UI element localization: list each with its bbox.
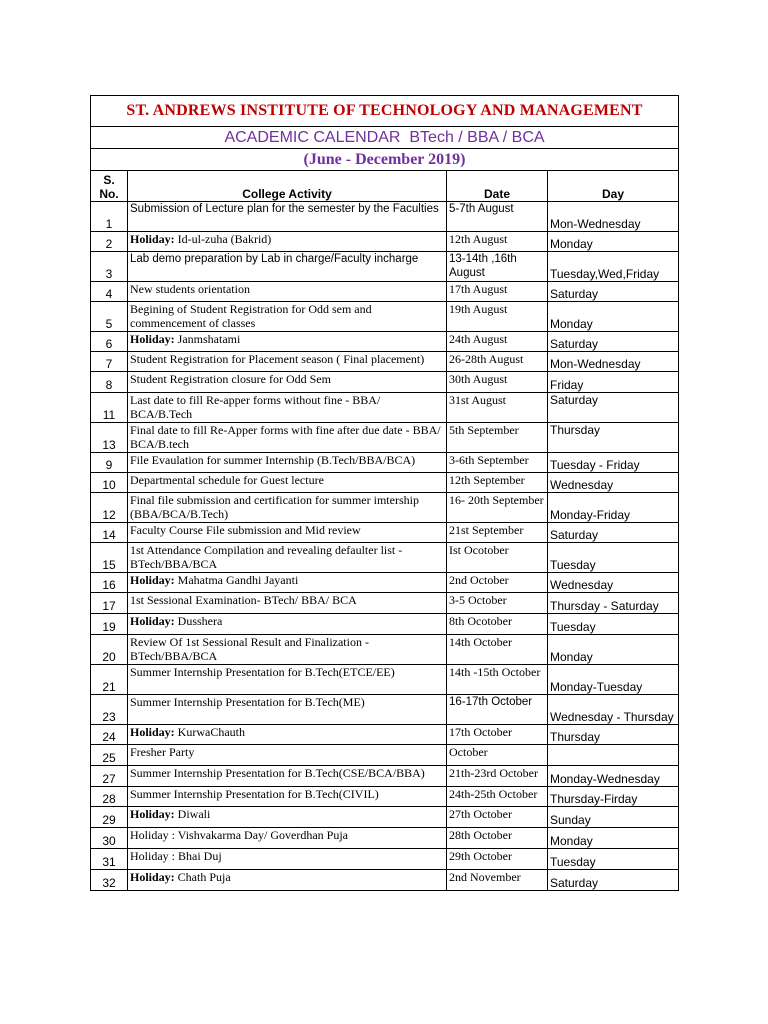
activity-text: Dusshera [174,614,223,628]
row-day: Thursday [548,423,679,453]
row-sno: 4 [91,282,128,302]
row-date: 3-6th September [447,453,548,473]
row-activity [128,870,447,891]
table-row [91,635,679,665]
row-sno: 20 [91,635,128,665]
row-sno: 11 [91,393,128,423]
row-date: 21th-23rd October [447,766,548,787]
row-date: 16-17th October [447,695,548,725]
row-day: Saturday [548,332,679,352]
row-sno: 27 [91,766,128,787]
table-row [91,523,679,543]
activity-text: Diwali [174,807,211,821]
table-row [91,372,679,393]
row-activity [128,635,447,665]
row-activity [128,614,447,635]
activity-text: KurwaChauth [174,725,245,739]
row-date: 5-7th August [447,202,548,232]
row-sno: 10 [91,473,128,493]
activity-text: Lab demo preparation by Lab in charge/Faculty incharge [130,253,419,265]
row-activity [128,665,447,695]
row-sno: 1 [91,202,128,232]
row-sno: 25 [91,745,128,766]
row-day: Tuesday [548,614,679,635]
row-activity [128,695,447,725]
row-activity [128,302,447,332]
row-date: 26-28th August [447,352,548,372]
row-activity [128,807,447,828]
row-sno: 5 [91,302,128,332]
row-day: Sunday [548,807,679,828]
activity-header: College Activity [128,171,447,202]
row-day: Monday-Wednesday [548,766,679,787]
row-date: 14th -15th October [447,665,548,695]
row-date: 12th September [447,473,548,493]
row-date: 13-14th ,16th August [447,252,548,282]
row-day: Saturday [548,282,679,302]
table-row [91,332,679,352]
sno-header-line1: S. [103,173,115,187]
row-date: 29th October [447,849,548,870]
row-day: Tuesday,Wed,Friday [548,252,679,282]
date-header: Date [447,171,548,202]
row-activity [128,202,447,232]
row-sno: 23 [91,695,128,725]
row-day: Monday [548,302,679,332]
row-sno: 30 [91,828,128,849]
row-activity [128,849,447,870]
row-sno: 12 [91,493,128,523]
activity-text: Chath Puja [174,870,231,884]
row-activity [128,352,447,372]
row-day: Saturday [548,393,679,423]
row-sno: 3 [91,252,128,282]
row-activity [128,593,447,614]
row-day: Wednesday [548,573,679,593]
table-row [91,282,679,302]
row-activity [128,787,447,807]
table-row [91,745,679,766]
table-row [91,423,679,453]
activity-text: New students orientation [130,282,250,296]
row-date: 2nd November [447,870,548,891]
sno-header [91,171,128,202]
activity-text: Summer Internship Presentation for B.Tech(CIVIL) [130,787,379,801]
row-sno: 31 [91,849,128,870]
holiday-label: Holiday: [130,332,175,346]
row-activity [128,453,447,473]
row-date: 5th September [447,423,548,453]
row-sno: 6 [91,332,128,352]
row-sno: 21 [91,665,128,695]
row-date: 19th August [447,302,548,332]
table-row [91,252,679,282]
row-date: 24th-25th October [447,787,548,807]
row-sno: 7 [91,352,128,372]
calendar-title-row [91,127,679,149]
column-header-row [91,171,679,202]
row-sno: 32 [91,870,128,891]
row-activity [128,725,447,745]
row-day: Thursday - Saturday [548,593,679,614]
row-date: 2nd October [447,573,548,593]
row-activity [128,523,447,543]
row-activity [128,473,447,493]
institute-title: ST. ANDREWS INSTITUTE OF TECHNOLOGY AND MANAGEMENT [91,96,679,127]
activity-text: Holiday : Bhai Duj [130,849,222,863]
row-sno: 28 [91,787,128,807]
row-day: Thursday [548,725,679,745]
activity-text: Id-ul-zuha (Bakrid) [174,232,272,246]
holiday-label: Holiday: [130,614,175,628]
row-date: 17th October [447,725,548,745]
row-day: Monday-Tuesday [548,665,679,695]
row-day: Thursday-Firday [548,787,679,807]
table-row [91,453,679,473]
row-sno: 14 [91,523,128,543]
table-row [91,614,679,635]
activity-text: Mahatma Gandhi Jayanti [174,573,299,587]
row-sno: 9 [91,453,128,473]
holiday-label: Holiday: [130,725,175,739]
row-activity [128,423,447,453]
row-day: Monday-Friday [548,493,679,523]
row-date: 21st September [447,523,548,543]
activity-text: Student Registration closure for Odd Sem [130,372,331,386]
row-activity [128,493,447,523]
activity-text: Summer Internship Presentation for B.Tech(ETCE/EE) [130,665,395,679]
row-date: 12th August [447,232,548,252]
row-day: Mon-Wednesday [548,352,679,372]
table-row [91,695,679,725]
activity-text: Student Registration for Placement season ( Final placement) [130,352,425,366]
row-sno: 17 [91,593,128,614]
table-row [91,473,679,493]
activity-text: Holiday : Vishvakarma Day/ Goverdhan Puja [130,828,349,842]
table-row [91,352,679,372]
row-activity [128,573,447,593]
row-date: 16- 20th September [447,493,548,523]
date-range-row [91,149,679,171]
row-date: 30th August [447,372,548,393]
activity-text: Fresher Party [130,745,195,759]
table-row [91,807,679,828]
row-sno: 24 [91,725,128,745]
table-row [91,870,679,891]
activity-text: Final file submission and certification for summer imtership (BBA/BCA/B.Tech) [130,493,419,521]
row-day: Tuesday [548,543,679,573]
row-day: Saturday [548,870,679,891]
row-activity [128,252,447,282]
row-day: Friday [548,372,679,393]
row-date: 27th October [447,807,548,828]
table-row [91,828,679,849]
date-range: (June - December 2019) [91,149,679,171]
row-sno: 15 [91,543,128,573]
table-row [91,665,679,695]
activity-text: Begining of Student Registration for Odd sem and commencement of classes [130,302,372,330]
activity-text: Review Of 1st Sessional Result and Finalization - BTech/BBA/BCA [130,635,369,663]
holiday-label: Holiday: [130,870,175,884]
row-date: 3-5 October [447,593,548,614]
activity-text: Last date to fill Re-apper forms without fine - BBA/ BCA/B.Tech [130,393,381,421]
row-sno: 19 [91,614,128,635]
table-row [91,543,679,573]
row-date: 14th October [447,635,548,665]
activity-text: Summer Internship Presentation for B.Tech(CSE/BCA/BBA) [130,766,425,780]
table-row [91,493,679,523]
activity-text: Faculty Course File submission and Mid review [130,523,361,537]
row-day: Monday [548,635,679,665]
activity-text: Submission of Lecture plan for the semester by the Faculties [130,203,439,215]
row-day: Saturday [548,523,679,543]
table-row [91,593,679,614]
table-row [91,766,679,787]
row-date: 17th August [447,282,548,302]
holiday-label: Holiday: [130,232,175,246]
table-row [91,202,679,232]
activity-text: File Evaulation for summer Internship (B.Tech/BBA/BCA) [130,453,416,467]
row-sno: 8 [91,372,128,393]
holiday-label: Holiday: [130,807,175,821]
activity-text: 1st Attendance Compilation and revealing defaulter list - BTech/BBA/BCA [130,543,403,571]
academic-calendar-table [90,95,679,891]
activity-text: Summer Internship Presentation for B.Tech(ME) [130,695,365,709]
row-day: Tuesday - Friday [548,453,679,473]
row-activity [128,282,447,302]
activity-text: Final date to fill Re-Apper forms with fine after due date - BBA/ BCA/B.tech [130,423,441,451]
row-sno: 2 [91,232,128,252]
row-sno: 13 [91,423,128,453]
activity-text: Janmshatami [174,332,241,346]
holiday-label: Holiday: [130,573,175,587]
row-activity [128,232,447,252]
sno-header-line2: No. [99,187,119,201]
row-activity [128,543,447,573]
table-row [91,302,679,332]
row-date: 31st August [447,393,548,423]
table-row [91,573,679,593]
row-day: Mon-Wednesday [548,202,679,232]
row-activity [128,372,447,393]
calendar-rows [91,202,679,891]
row-activity [128,766,447,787]
row-activity [128,393,447,423]
activity-text: 1st Sessional Examination- BTech/ BBA/ BCA [130,593,357,607]
row-date: 24th August [447,332,548,352]
table-row [91,849,679,870]
row-day: Tuesday [548,849,679,870]
table-row [91,725,679,745]
row-activity [128,332,447,352]
table-row [91,787,679,807]
table-row [91,232,679,252]
row-sno: 29 [91,807,128,828]
table-row [91,393,679,423]
row-date: October [447,745,548,766]
calendar-title: ACADEMIC CALENDAR BTech / BBA / BCA [91,127,679,149]
row-sno: 16 [91,573,128,593]
row-date: Ist Ocotober [447,543,548,573]
row-day [548,745,679,766]
institute-title-row [91,96,679,127]
day-header: Day [548,171,679,202]
row-day: Wednesday [548,473,679,493]
row-day: Wednesday - Thursday [548,695,679,725]
row-day: Monday [548,232,679,252]
row-activity [128,745,447,766]
row-date: 8th Ocotober [447,614,548,635]
activity-text: Departmental schedule for Guest lecture [130,473,324,487]
row-activity [128,828,447,849]
row-date: 28th October [447,828,548,849]
row-day: Monday [548,828,679,849]
